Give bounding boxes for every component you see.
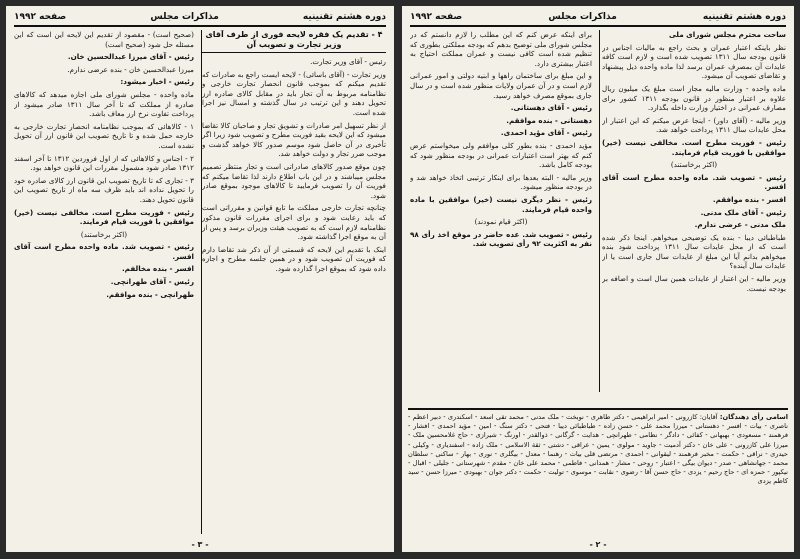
paragraph: چون موقع صدور کالاهای صادراتی است و تجار منتظر تصمیم مجلس میباشند و در این باب اطلاع دارند لذا تقاضا میکنم که فوریت آن را تصویب فرمایید تا کالاهای موجود بموقع صادر شود. [202,161,386,200]
column-divider [599,30,600,392]
paragraph: رئیس - آقای ملک مدنی. [700,207,786,217]
paragraph: وزیر تجارت - (آقای باسائی) - لایحه ایست راجع به صادرات که تقدیم میکنم که بموجب قانون انحصار تجارت خارجی و نظامنامه مربوط به آن تجار باید در مقابل کالای صادره ارز تحویل دهند و این ترتیب در سال گذشته و امسال نیز اجرا شده است. [202,69,386,117]
paragraph: رئیس - آقای وزیر تجارت. [310,57,386,66]
section-heading: ۴ - تقدیم یک فقره لایحه فوری از طرف آقای وزیر تجارت و تصویب آن [202,30,386,53]
paragraph: وزیر مالیه - (آقای داور) - اینجا عرض میکنم که این اعتبار از محل عایدات سال ۱۳۱۱ پرداخت خواهد شد. [602,115,786,135]
paragraph: (صحیح است) - مقصود از تقدیم این لایحه این است که این مسئله حل شود (صحیح است) [14,30,194,49]
left-page [6,6,394,552]
paragraph: نظر باینکه اعتبار عمران و بحث راجع به مالیات اجناس در قانون بودجه سال ۱۳۱۱ تصویب شده است و لازم است کافه عایدات آن بمصرف عمران برسد لذا ماده واحده ذیل پیشنهاد و تقاضای تصویب آن میشود. [602,42,786,81]
journal-title: مذاکرات مجلس [548,12,617,22]
paragraph: افسر - بنده موافقم. [712,194,786,204]
session-label: دوره هشتم تقنینیه [302,12,386,22]
right-page [402,6,794,552]
paragraph: (اکثر برخاستند) [80,229,128,239]
paragraph: اینک با تقدیم این لایحه که قسمتی از آن ذکر شد تقاضا دارم که فوریت آن تصویب شود و در همین جلسه مطرح و اجازه داده شود که بموقع اجرا گذارده شود. [202,244,386,273]
paragraph: رئیس - اخبار میشود: [120,77,194,87]
paragraph: طهرانچی - بنده موافقم. [106,289,194,299]
voters-list [408,408,788,532]
paragraph: افسر - بنده مخالفم. [121,264,194,274]
journal-title: مذاکرات مجلس [150,12,219,22]
paragraph: ۳ - تجاری که تا تاریخ تصویب این قانون ارز کالای صادره خود را تحویل نداده اند باید ظرف سه ماه از تاریخ تصویب این قانون تحویل دهند. [14,175,194,204]
paragraph: مؤید احمدی - بنده بطور کلی موافقم ولی میخواستم عرض کنم که بهتر است اعتبارات عمرانی در بودجه منظور شود که بودجه کامل باشد. [410,140,592,170]
paragraph: رئیس - آقای میرزا عبدالحسین خان. [67,52,194,62]
paragraph: و این مبلغ برای ساختمان راهها و ابنیه دولتی و امور عمرانی لازم است و در آن عمران ولایات منظور شده است و در سال جاری بموقع مصرف خواهد رسید. [410,71,592,100]
voters-list-names: آقایان: کازرونی - امیر ابراهیمی - دکتر طاهری - نوبخت - ملک مدنی - محمد تقی اسعد - اسکندری - دبیر اعظم - ناصری - بیات - افسر - دهستانی - میرزا محمد علی - حسن زاده - طباطبائی دیبا - فتحی - دکتر سنگ - امین - مؤید احمدی - افشار - فرهمند - مسعودی - بهبهانی - کفائی - دادگر - نظامی - طهرانچی - هدایت - گرگانی - ذوالقدر - اورنگ - شیرازی - حاج غلامحسین ملک - میرزا علی کازرونی - علی خان - دکتر آدمیت - جاوید - مولوی - یمین - عراقی - دشتی - ثقة الاسلامی - ملک زاده - اسفندیاری - وکیلی - حیدری - نراقی - حکمت - مخبر فرهمند - لیقوانی - احمدی - مرتضی قلی بیات - رهنما - معدل - بیگلری - نوری - بهار - ساکنی - سلطان محمد - جهانشاهی - صدر - دیوان بیگی - اعتبار - روحی - مشار - همدانی - فاطمی - محمد علی خان - مقدم - شهرستانی - جلیلی - اقبال - نیکپور - حمزه ای - حاج رحیم - یزدی - حاج حسن آقا - رضوی - نقابت - موسوی - تولیت - حکمت - دکتر جوان - بهبودی - میرزا حسن - سید کاظم یزدی [408,413,788,486]
paragraph: ساحت محترم مجلس شورای ملی [668,30,786,39]
paragraph: ماده واحده - مجلس شورای ملی اجازه میدهد که کالاهای صادره از مملکت که تا آخر سال ۱۳۱۱ صادر میشود از پرداخت تفاوت نرخ ارز معاف باشد. [14,89,194,119]
paragraph: (اکثر قیام نمودند) [474,217,528,227]
paragraph: برای اینکه عرض کنم که این مطلب را لازم دانستم که در مجلس شورای ملی توضیح بدهم که بودجه مملکتی بطوری که تنظیم شده است کافی نیست و عمران مملکت احتیاج به اعتبار بیشتری دارد. [410,30,592,68]
session-label: دوره هشتم تقنینیه [702,12,786,22]
page-label: صفحه ۱۹۹۲ [410,12,463,22]
paragraph: میرزا عبدالحسین خان - بنده عرضی ندارم. [67,64,194,74]
paragraph: رئیس - فوریت مطرح است. مخالفی نیست (خیر) موافقین با فوریت قیام فرمایند. [14,207,194,227]
paragraph: چنانچه تجارت خارجی مملکت ما تابع قوانین و مقرراتی است که باید رعایت شود و برای اجرای مقررات قانون مذکور نظامنامه لازم است که به تصویب هیئت وزیران برسد و پس از آن به موقع اجرا گذاشته شود. [202,203,386,242]
page-number: - ۲ - [589,540,607,549]
page-label: صفحه ۱۹۹۲ [14,12,67,22]
right-page-left-column [410,30,592,392]
left-page-left-column [14,30,194,534]
paragraph: ملک مدنی - عرضی ندارم. [694,220,786,230]
paragraph: ۲ - اجناس و کالاهائی که از اول فروردین ۱۳۱۲ تا آخر اسفند ۱۳۱۲ صادر شود مشمول مقررات این قانون خواهد بود. [14,153,194,173]
left-page-header [14,10,386,24]
paragraph: دهستانی - بنده موافقم. [506,115,592,125]
header-rule [410,25,786,27]
paragraph: ماده واحده - وزارت مالیه مجاز است مبلغ یک میلیون ریال علاوه بر اعتبار منظور در قانون بودجه ۱۳۱۱ کشور برای مصارف عمرانی در اختیار وزارت داخله بگذارد. [602,83,786,113]
paragraph: رئیس - فوریت مطرح است. مخالفی نیست (خیر) موافقین با فوریت قیام فرمایند. [602,137,786,157]
paragraph: رئیس - تصویب شد. ماده واحده مطرح است آقای افسر. [14,242,194,261]
paragraph: ۱ - کالاهائی که بموجب نظامنامه انحصار تجارت خارجی به خارجه حمل شده و تا تاریخ تصویب این قانون ارز آن تحویل نشده است. [14,121,194,150]
left-page-right-column [202,30,386,534]
column-divider [201,30,202,534]
paragraph: از نظر تسهیل امر صادرات و تشویق تجار و صاحبان کالا تقاضا میشود که این لایحه بقید فوریت مطرح و تصویب شود زیرا اگر تأخیری در آن حاصل شود موسم صدور کالا خواهد گذشت و موجب ضرر تجار و دولت خواهد شد. [202,120,386,159]
header-rule [14,25,386,27]
paragraph: (اکثر برخاستند) [670,160,718,170]
paragraph: رئیس - آقای دهستانی. [510,103,592,113]
paragraph: رئیس - نظر دیگری نیست (خیر) موافقین با ماده واحده قیام فرمایند. [410,194,592,214]
voters-list-label: اسامی رأی دهندگان: [719,413,788,421]
paragraph: رئیس - آقای مؤید احمدی. [500,128,592,138]
right-page-header [410,10,786,24]
paragraph: وزیر مالیه - این اعتبار از عایدات همین سال است و اضافه بر بودجه نیست. [602,274,786,293]
paragraph: رئیس - تصویب شد. ماده واحده مطرح است آقای افسر. [602,172,786,192]
paragraph: طباطبائی دیبا - بنده یک توضیحی میخواهم. اینجا ذکر شده است که از محل عایدات سال ۱۳۱۱ پرداخت شود بنده میخواهم بدانم آیا این مبلغ از عایدات سال جاری است یا از عایدات سال آینده؟ [602,232,786,271]
paragraph: وزیر مالیه - البته بعدها برای اینکار ترتیبی اتخاذ خواهد شد و در بودجه منظور میشود. [410,172,592,192]
paragraph: رئیس - آقای طهرانچی. [110,277,194,287]
right-page-right-column [602,30,786,392]
page-number: - ۳ - [191,540,209,549]
paragraph: رئیس - تصویب شد. عده حاضر در موقع اخذ رأی ۹۸ نفر به اکثریت ۹۲ رأی تصویب شد. [410,229,592,249]
